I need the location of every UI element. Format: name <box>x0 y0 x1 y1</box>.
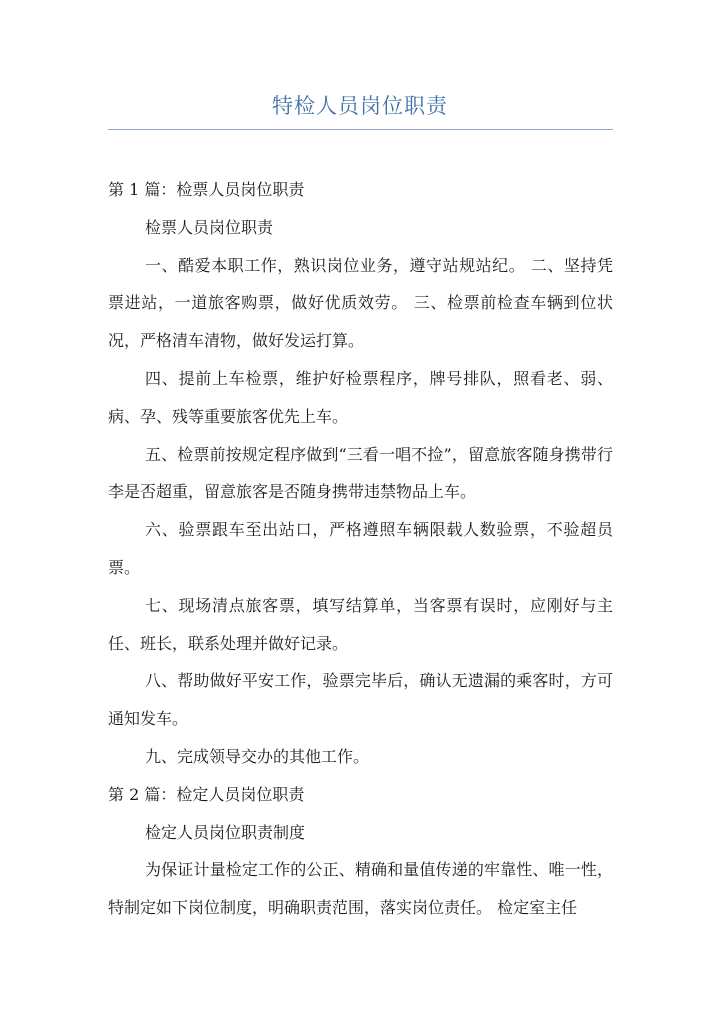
section-heading-2: 第 2 篇：检定人员岗位职责 <box>108 784 305 804</box>
section-heading-1: 第 1 篇：检票人员岗位职责 <box>108 180 305 199</box>
paragraph: 四、提前上车检票，维护好检票程序，牌号排队，照看老、弱、病、孕、残等重要旅客优先上车。 <box>108 368 613 426</box>
paragraph: 为保证计量检定工作的公正、精确和量值传递的牢靠性、唯一性，特制定如下岗位制度，明确职责范围，落实岗位责任。 检定室主任 <box>108 860 613 918</box>
document-title: 特检人员岗位职责 <box>272 94 448 118</box>
subsection-title-2: 检定人员岗位职责制度 <box>145 822 306 842</box>
paragraph: 六、验票跟车至出站口，严格遵照车辆限载人数验票，不验超员票。 <box>108 520 613 577</box>
title-divider <box>108 129 613 130</box>
paragraph: 一、酷爱本职工作，熟识岗位业务，遵守站规站纪。 二、坚持凭票进站，一道旅客购票，做好优质效劳。 三、检票前检查车辆到位状况，严格清车清物，做好发运打算。 <box>108 255 613 351</box>
paragraph: 八、帮助做好平安工作，验票完毕后，确认无遗漏的乘客时，方可通知发车。 <box>108 671 613 729</box>
subsection-title-1: 检票人员岗位职责 <box>145 217 274 237</box>
document-body <box>108 171 613 927</box>
paragraph: 七、现场清点旅客票，填写结算单，当客票有误时，应刚好与主任、班长，联系处理并做好记录。 <box>108 595 613 653</box>
paragraph: 五、检票前按规定程序做到“三看一唱不捡”，留意旅客随身携带行李是否超重，留意旅客是否随身携带违禁物品上车。 <box>108 444 613 502</box>
paragraph: 九、完成领导交办的其他工作。 <box>145 746 370 766</box>
